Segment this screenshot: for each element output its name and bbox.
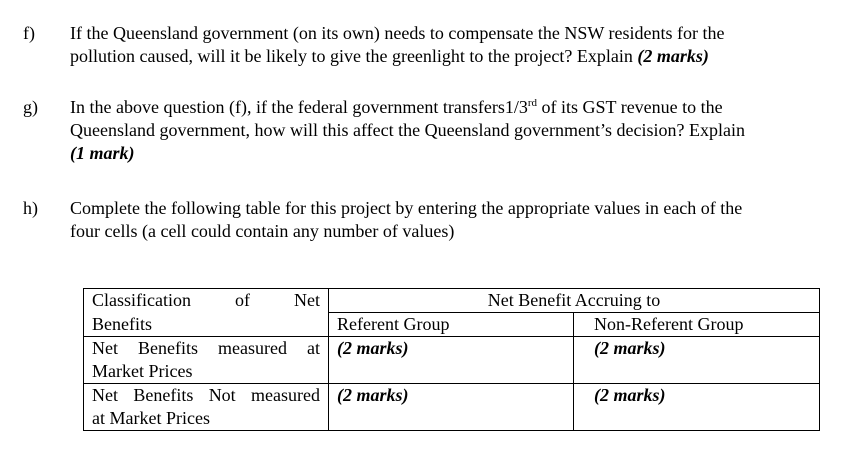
header-word: Classification <box>92 290 191 310</box>
row-label-word: Benefits <box>138 338 198 358</box>
marks-label: (2 marks) <box>637 46 709 66</box>
question-line <box>70 96 822 119</box>
cell-referent-market[interactable]: (2 marks) <box>329 337 574 384</box>
row-label-market-prices <box>84 337 329 384</box>
header-non-referent-text: Non-Referent Group <box>594 314 744 334</box>
row-label-word: Net <box>92 338 118 358</box>
row-label-not-market-prices <box>84 384 329 431</box>
question-line: four cells (a cell could contain any number of values) <box>70 221 455 241</box>
question-text <box>70 96 822 165</box>
cell-nonreferent-nonmarket[interactable] <box>574 384 820 431</box>
header-classification <box>84 289 329 313</box>
question-label: f) <box>23 23 35 43</box>
table-header-row <box>84 289 820 313</box>
row-label-word: at <box>306 338 320 358</box>
row-label-line <box>92 384 328 407</box>
question-text <box>70 197 822 243</box>
row-label-line: at Market Prices <box>92 408 210 428</box>
question-line: If the Queensland government (on its own) needs to compensate the NSW residents for the <box>70 23 725 43</box>
question-text <box>70 22 822 68</box>
row-label-line <box>92 337 328 360</box>
table-row <box>84 337 820 384</box>
cell-marks: (2 marks) <box>594 385 666 405</box>
marks-label: (1 mark) <box>70 143 135 163</box>
header-classification-line2: Benefits <box>84 313 329 337</box>
row-label-word: Not <box>208 385 236 405</box>
ordinal-suffix: rd <box>527 97 538 109</box>
net-benefits-table <box>83 288 820 431</box>
question-line: Complete the following table for this project by entering the appropriate values in each of the <box>70 198 743 218</box>
row-label-word: Benefits <box>133 385 194 405</box>
cell-nonreferent-market[interactable] <box>574 337 820 384</box>
header-non-referent-group <box>574 313 820 337</box>
question-line-text: of its GST revenue to the <box>537 97 723 117</box>
row-label-line: Market Prices <box>92 361 193 381</box>
question-line-text: In the above question (f), if the federal government transfers1/3 <box>70 97 528 117</box>
header-classification-line <box>92 289 328 312</box>
header-referent-group: Referent Group <box>329 313 574 337</box>
question-label: g) <box>23 97 38 117</box>
question-line-text: pollution caused, will it be likely to give the greenlight to the project? Explain <box>70 46 633 66</box>
header-word: of <box>234 290 250 310</box>
row-label-word: measured <box>251 385 320 405</box>
question-label: h) <box>23 198 38 218</box>
header-word: Net <box>293 290 320 310</box>
table-subheader-row <box>84 313 820 337</box>
cell-marks: (2 marks) <box>594 338 666 358</box>
cell-referent-nonmarket[interactable]: (2 marks) <box>329 384 574 431</box>
row-label-word: measured <box>218 338 287 358</box>
question-line: Queensland government, how will this affect the Queensland government’s decision? Explain <box>70 120 745 140</box>
header-net-benefit-accruing: Net Benefit Accruing to <box>329 289 820 313</box>
row-label-word: Net <box>92 385 118 405</box>
table-row <box>84 384 820 431</box>
question-line <box>70 45 822 68</box>
